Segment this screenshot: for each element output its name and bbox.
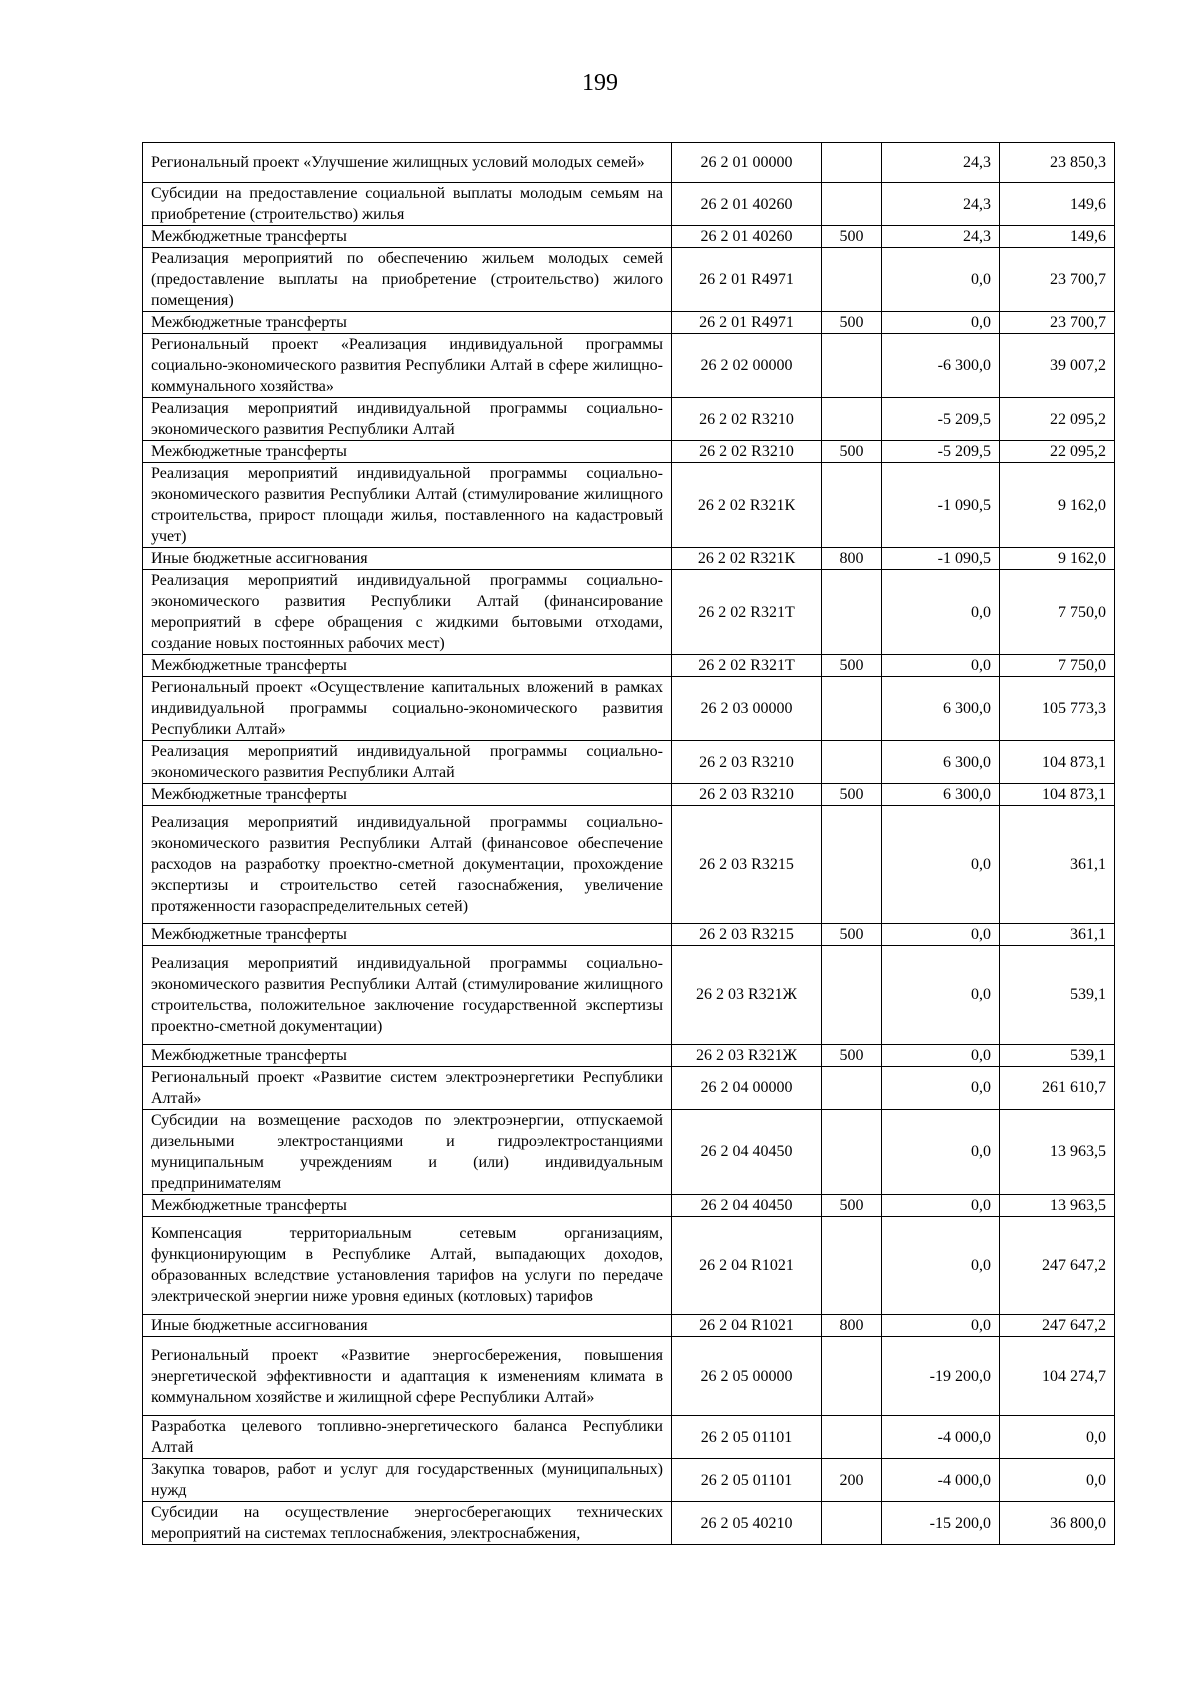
row-name: Реализация мероприятий индивидуальной программы социально-экономического развития Республики Алтай (стимулирование жилищного строительства, положительное заключение государственной экспертизы проектно-сметной документации) [143, 946, 672, 1045]
row-expense-type: 800 [822, 548, 882, 570]
table-row [143, 1337, 1115, 1416]
row-change-amount: -6 300,0 [882, 334, 1000, 398]
row-expense-type [822, 398, 882, 441]
row-change-amount: 6 300,0 [882, 677, 1000, 741]
row-expense-type: 500 [822, 312, 882, 334]
row-name: Межбюджетные трансферты [143, 655, 672, 677]
row-change-amount: 24,3 [882, 143, 1000, 183]
table-row [143, 1194, 1115, 1216]
row-code: 26 2 02 R3210 [672, 398, 822, 441]
row-code: 26 2 02 00000 [672, 334, 822, 398]
row-expense-type [822, 1337, 882, 1416]
row-total-amount: 539,1 [1000, 946, 1115, 1045]
row-total-amount: 0,0 [1000, 1416, 1115, 1459]
row-change-amount: 0,0 [882, 312, 1000, 334]
row-name: Реализация мероприятий индивидуальной программы социально-экономического развития Республики Алтай (стимулирование жилищного строительства, прирост площади жилья, поставленного на кадастровый учет) [143, 463, 672, 548]
row-change-amount: 0,0 [882, 1315, 1000, 1337]
row-total-amount: 23 700,7 [1000, 248, 1115, 312]
table-row [143, 441, 1115, 463]
table-row [143, 1216, 1115, 1315]
table-row [143, 784, 1115, 806]
row-total-amount: 247 647,2 [1000, 1216, 1115, 1315]
row-expense-type: 500 [822, 1194, 882, 1216]
row-change-amount: -5 209,5 [882, 441, 1000, 463]
row-name: Межбюджетные трансферты [143, 924, 672, 946]
row-change-amount: -4 000,0 [882, 1459, 1000, 1502]
row-code: 26 2 03 R321Ж [672, 1044, 822, 1066]
row-expense-type [822, 741, 882, 784]
row-change-amount: 0,0 [882, 806, 1000, 924]
row-expense-type: 500 [822, 924, 882, 946]
row-change-amount: 0,0 [882, 1194, 1000, 1216]
row-expense-type [822, 463, 882, 548]
row-code: 26 2 02 R321К [672, 548, 822, 570]
row-name: Иные бюджетные ассигнования [143, 548, 672, 570]
table-row [143, 1315, 1115, 1337]
row-change-amount: 0,0 [882, 248, 1000, 312]
row-total-amount: 23 700,7 [1000, 312, 1115, 334]
row-total-amount: 9 162,0 [1000, 548, 1115, 570]
row-expense-type [822, 570, 882, 655]
table-row [143, 1044, 1115, 1066]
row-name: Межбюджетные трансферты [143, 784, 672, 806]
row-expense-type: 500 [822, 1044, 882, 1066]
row-name: Реализация мероприятий индивидуальной программы социально-экономического развития Республики Алтай (финансовое обеспечение расходов на разработку проектно-сметной документации, прохождение экспертизы и строительство сетей газоснабжения, увеличение протяженности газораспределительных сетей) [143, 806, 672, 924]
row-total-amount: 9 162,0 [1000, 463, 1115, 548]
row-name: Межбюджетные трансферты [143, 1044, 672, 1066]
table-row [143, 1459, 1115, 1502]
row-total-amount: 104 873,1 [1000, 784, 1115, 806]
row-expense-type [822, 677, 882, 741]
row-expense-type [822, 1502, 882, 1545]
row-expense-type: 500 [822, 655, 882, 677]
row-expense-type: 500 [822, 441, 882, 463]
row-name: Межбюджетные трансферты [143, 312, 672, 334]
row-change-amount: -19 200,0 [882, 1337, 1000, 1416]
row-expense-type: 500 [822, 784, 882, 806]
row-name: Межбюджетные трансферты [143, 441, 672, 463]
row-code: 26 2 05 01101 [672, 1459, 822, 1502]
row-code: 26 2 05 01101 [672, 1416, 822, 1459]
row-code: 26 2 02 R3210 [672, 441, 822, 463]
budget-table [142, 142, 1115, 1545]
row-change-amount: 24,3 [882, 226, 1000, 248]
table-row [143, 248, 1115, 312]
row-name: Реализация мероприятий индивидуальной программы социально-экономического развития Республики Алтай [143, 741, 672, 784]
table-row [143, 548, 1115, 570]
row-name: Региональный проект «Осуществление капитальных вложений в рамках индивидуальной программы социально-экономического развития Республики Алтай» [143, 677, 672, 741]
table-row [143, 924, 1115, 946]
row-code: 26 2 01 40260 [672, 183, 822, 226]
row-name: Межбюджетные трансферты [143, 226, 672, 248]
row-name: Субсидии на осуществление энергосберегающих технических мероприятий на системах теплоснабжения, электроснабжения, [143, 1502, 672, 1545]
row-name: Разработка целевого топливно-энергетического баланса Республики Алтай [143, 1416, 672, 1459]
row-change-amount: 0,0 [882, 924, 1000, 946]
row-change-amount: 0,0 [882, 1109, 1000, 1194]
row-code: 26 2 03 R3210 [672, 784, 822, 806]
page-number: 199 [582, 70, 618, 96]
table-row [143, 1109, 1115, 1194]
row-name: Реализация мероприятий индивидуальной программы социально-экономического развития Республики Алтай (финансирование мероприятий в сфере обращения с жидкими бытовыми отходами, создание новых постоянных рабочих мест) [143, 570, 672, 655]
row-change-amount: 0,0 [882, 570, 1000, 655]
table-row [143, 741, 1115, 784]
row-expense-type [822, 183, 882, 226]
table-row [143, 1416, 1115, 1459]
row-expense-type [822, 248, 882, 312]
row-name: Межбюджетные трансферты [143, 1194, 672, 1216]
row-total-amount: 247 647,2 [1000, 1315, 1115, 1337]
row-expense-type [822, 1416, 882, 1459]
row-code: 26 2 02 R321К [672, 463, 822, 548]
row-name: Реализация мероприятий индивидуальной программы социально-экономического развития Республики Алтай [143, 398, 672, 441]
row-expense-type: 800 [822, 1315, 882, 1337]
row-expense-type [822, 946, 882, 1045]
row-change-amount: 0,0 [882, 1216, 1000, 1315]
row-code: 26 2 03 R3210 [672, 741, 822, 784]
row-name: Региональный проект «Реализация индивидуальной программы социально-экономического развития Республики Алтай в сфере жилищно-коммунального хозяйства» [143, 334, 672, 398]
row-expense-type [822, 1216, 882, 1315]
row-total-amount: 7 750,0 [1000, 570, 1115, 655]
row-change-amount: 6 300,0 [882, 741, 1000, 784]
row-change-amount: -1 090,5 [882, 548, 1000, 570]
row-total-amount: 104 873,1 [1000, 741, 1115, 784]
row-name: Региональный проект «Улучшение жилищных условий молодых семей» [143, 143, 672, 183]
row-code: 26 2 02 R321Т [672, 655, 822, 677]
row-total-amount: 361,1 [1000, 924, 1115, 946]
row-change-amount: -5 209,5 [882, 398, 1000, 441]
row-total-amount: 36 800,0 [1000, 1502, 1115, 1545]
row-code: 26 2 05 00000 [672, 1337, 822, 1416]
row-name: Субсидии на возмещение расходов по электроэнергии, отпускаемой дизельными электростанциями и гидроэлектростанциями муниципальным учреждениям и (или) индивидуальным предпринимателям [143, 1109, 672, 1194]
row-total-amount: 105 773,3 [1000, 677, 1115, 741]
row-change-amount: -4 000,0 [882, 1416, 1000, 1459]
row-code: 26 2 04 00000 [672, 1066, 822, 1109]
row-name: Реализация мероприятий по обеспечению жильем молодых семей (предоставление выплаты на приобретение (строительство) жилого помещения) [143, 248, 672, 312]
row-code: 26 2 01 R4971 [672, 312, 822, 334]
table-row [143, 334, 1115, 398]
table-row [143, 463, 1115, 548]
row-code: 26 2 04 R1021 [672, 1315, 822, 1337]
row-code: 26 2 03 R3215 [672, 806, 822, 924]
row-total-amount: 104 274,7 [1000, 1337, 1115, 1416]
row-code: 26 2 01 40260 [672, 226, 822, 248]
budget-table-body [143, 143, 1115, 1545]
table-row [143, 183, 1115, 226]
row-total-amount: 149,6 [1000, 226, 1115, 248]
row-change-amount: 6 300,0 [882, 784, 1000, 806]
table-row [143, 655, 1115, 677]
row-total-amount: 261 610,7 [1000, 1066, 1115, 1109]
row-change-amount: 0,0 [882, 946, 1000, 1045]
row-code: 26 2 04 40450 [672, 1194, 822, 1216]
row-total-amount: 7 750,0 [1000, 655, 1115, 677]
row-total-amount: 39 007,2 [1000, 334, 1115, 398]
row-expense-type: 500 [822, 226, 882, 248]
row-code: 26 2 02 R321Т [672, 570, 822, 655]
row-total-amount: 13 963,5 [1000, 1109, 1115, 1194]
row-name: Иные бюджетные ассигнования [143, 1315, 672, 1337]
row-total-amount: 22 095,2 [1000, 441, 1115, 463]
table-row [143, 946, 1115, 1045]
row-name: Региональный проект «Развитие систем электроэнергетики Республики Алтай» [143, 1066, 672, 1109]
table-row [143, 1066, 1115, 1109]
row-change-amount: 0,0 [882, 1044, 1000, 1066]
row-total-amount: 361,1 [1000, 806, 1115, 924]
row-code: 26 2 01 00000 [672, 143, 822, 183]
row-code: 26 2 03 R3215 [672, 924, 822, 946]
table-row [143, 570, 1115, 655]
row-total-amount: 22 095,2 [1000, 398, 1115, 441]
row-name: Региональный проект «Развитие энергосбережения, повышения энергетической эффективности и адаптация к изменениям климата в коммунальном хозяйстве и жилищной сфере Республики Алтай» [143, 1337, 672, 1416]
row-name: Субсидии на предоставление социальной выплаты молодым семьям на приобретение (строительство) жилья [143, 183, 672, 226]
row-change-amount: -1 090,5 [882, 463, 1000, 548]
row-change-amount: 0,0 [882, 655, 1000, 677]
row-expense-type [822, 1109, 882, 1194]
table-row [143, 398, 1115, 441]
row-code: 26 2 05 40210 [672, 1502, 822, 1545]
row-total-amount: 0,0 [1000, 1459, 1115, 1502]
row-expense-type: 200 [822, 1459, 882, 1502]
row-name: Компенсация территориальным сетевым организациям, функционирующим в Республике Алтай, выпадающих доходов, образованных вследствие установления тарифов на услуги по передаче электрической энергии ниже уровня единых (котловых) тарифов [143, 1216, 672, 1315]
row-expense-type [822, 806, 882, 924]
row-name: Закупка товаров, работ и услуг для государственных (муниципальных) нужд [143, 1459, 672, 1502]
table-row [143, 312, 1115, 334]
row-total-amount: 13 963,5 [1000, 1194, 1115, 1216]
table-row [143, 806, 1115, 924]
row-change-amount: 0,0 [882, 1066, 1000, 1109]
row-code: 26 2 03 R321Ж [672, 946, 822, 1045]
row-code: 26 2 01 R4971 [672, 248, 822, 312]
row-total-amount: 23 850,3 [1000, 143, 1115, 183]
row-expense-type [822, 143, 882, 183]
row-change-amount: -15 200,0 [882, 1502, 1000, 1545]
row-expense-type [822, 1066, 882, 1109]
row-change-amount: 24,3 [882, 183, 1000, 226]
row-code: 26 2 04 R1021 [672, 1216, 822, 1315]
table-row [143, 1502, 1115, 1545]
row-code: 26 2 03 00000 [672, 677, 822, 741]
row-code: 26 2 04 40450 [672, 1109, 822, 1194]
table-row [143, 677, 1115, 741]
table-row [143, 143, 1115, 183]
row-expense-type [822, 334, 882, 398]
row-total-amount: 149,6 [1000, 183, 1115, 226]
table-row [143, 226, 1115, 248]
row-total-amount: 539,1 [1000, 1044, 1115, 1066]
